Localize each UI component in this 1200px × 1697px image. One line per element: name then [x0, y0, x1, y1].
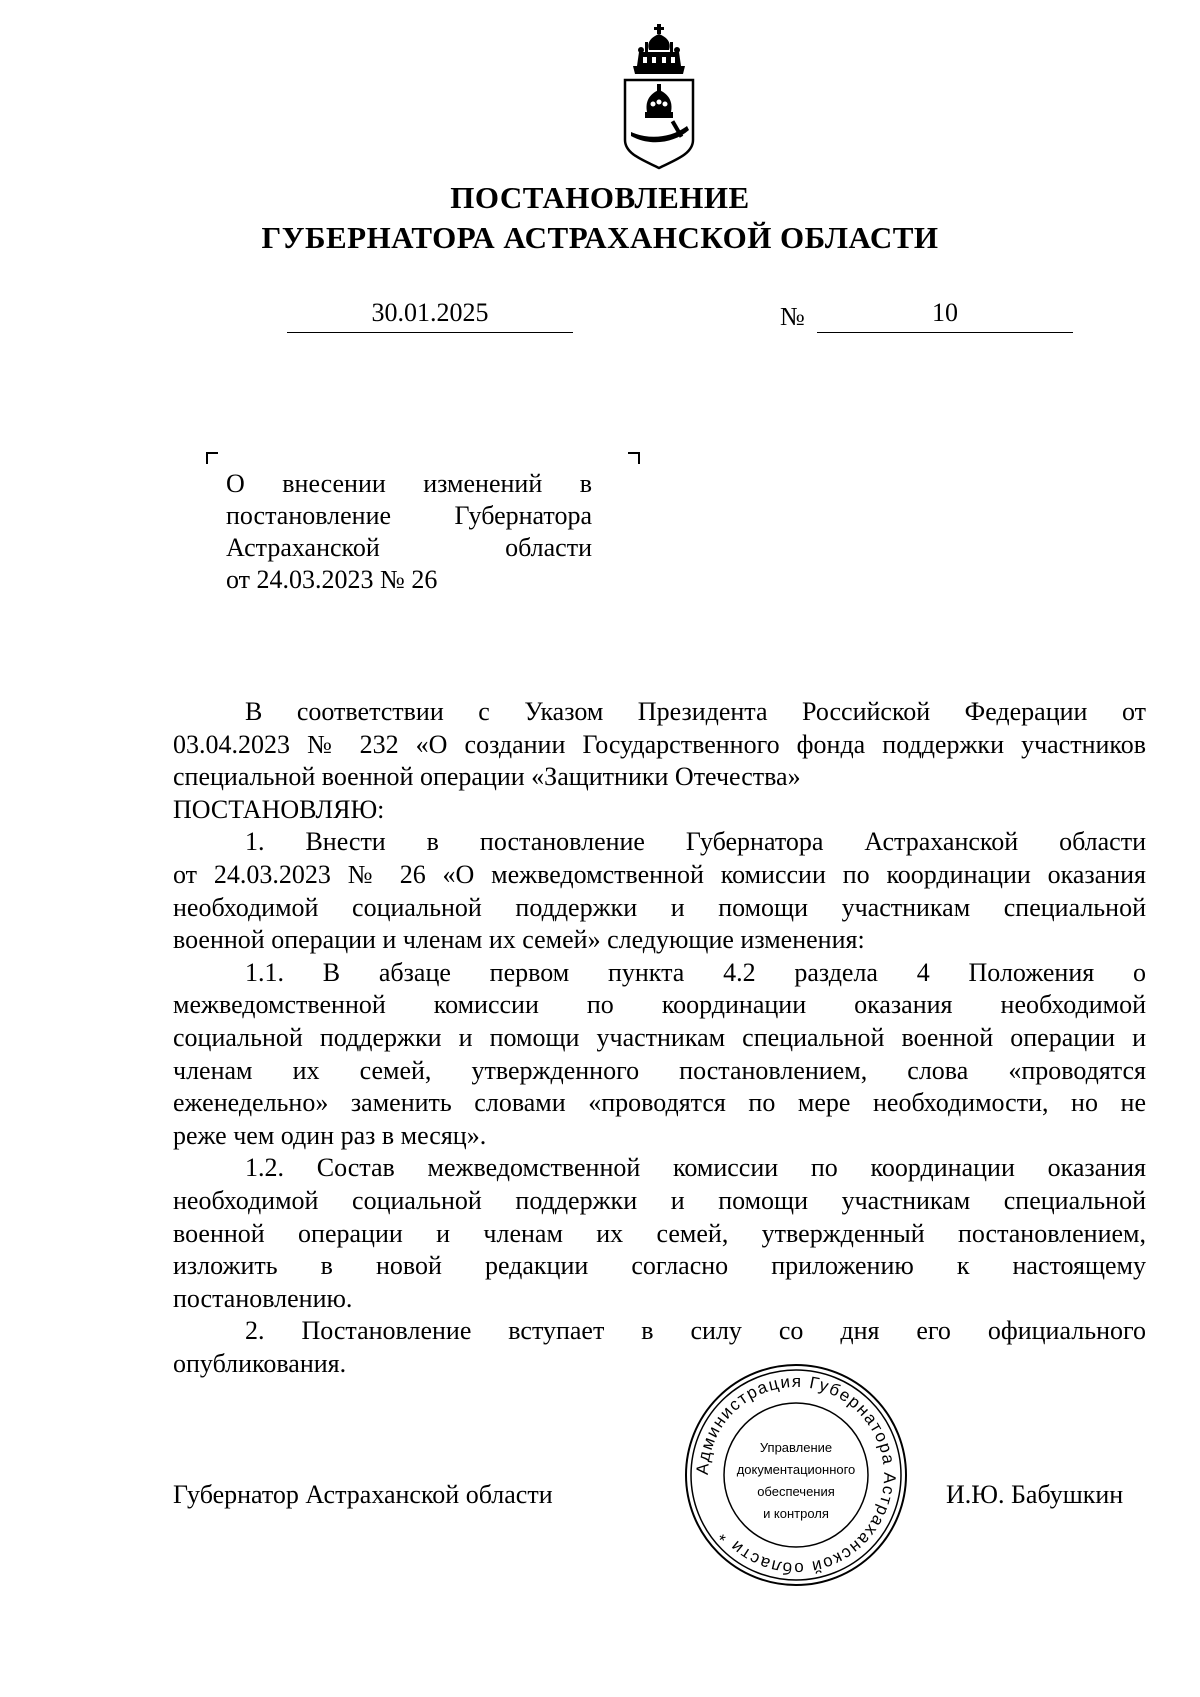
body-line: членам их семей, утвержденного постановлением, слова «проводятся	[173, 1055, 1146, 1085]
stamp-center-line: обеспечения	[757, 1484, 835, 1499]
body-line: военной операции и членам их семей» следующие изменения:	[173, 925, 865, 955]
body-line: еженедельно» заменить словами «проводятся по мере необходимости, но не	[173, 1088, 1146, 1118]
coat-of-arms-icon	[619, 22, 699, 172]
subject-line: Астраханской области	[226, 533, 592, 562]
corner-mark-right	[628, 452, 640, 464]
body-line: необходимой социальной поддержки и помощи участникам специальной	[173, 1185, 1146, 1215]
body-line: 2. Постановление вступает в силу со дня его официального	[245, 1316, 1146, 1346]
stamp-center-line: и контроля	[763, 1506, 829, 1521]
subject-block	[226, 468, 592, 596]
signatory-name: И.Ю. Бабушкин	[946, 1480, 1124, 1509]
body-line: 03.04.2023 № 232 «О создании Государственного фонда поддержки участников	[173, 729, 1146, 759]
body-line: от 24.03.2023 № 26 «О межведомственной комиссии по координации оказания	[173, 859, 1146, 889]
official-stamp-icon	[683, 1362, 909, 1588]
corner-mark-left	[206, 452, 218, 464]
body-line: военной операции и членам их семей, утвержденный постановлением,	[173, 1218, 1146, 1248]
body-line: опубликования.	[173, 1348, 347, 1378]
body-line: социальной поддержки и помощи участникам специальной военной операции и	[173, 1022, 1146, 1052]
subject-line: О внесении изменений в	[226, 469, 592, 498]
stamp-center-line: Управление	[759, 1440, 833, 1455]
decree-word: ПОСТАНОВЛЯЮ:	[173, 794, 385, 824]
body-line: специальной военной операции «Защитники Отечества»	[173, 762, 801, 792]
body-line: постановлению.	[173, 1283, 353, 1313]
body-line: изложить в новой редакции согласно приложению к настоящему	[173, 1251, 1146, 1281]
body-line: 1.1. В абзаце первом пункта 4.2 раздела 4 Положения о	[245, 957, 1146, 987]
number-sign: №	[780, 302, 805, 331]
document-date: 30.01.2025	[287, 298, 573, 333]
stamp-center-line: документационного	[736, 1462, 856, 1477]
stamp-ring-text: Администрация Губернатора Астраханской области *	[692, 1371, 900, 1579]
body-line: необходимой социальной поддержки и помощи участникам специальной	[173, 892, 1146, 922]
body-line: 1. Внести в постановление Губернатора Астраханской области	[245, 827, 1146, 857]
issuer-title: ГУБЕРНАТОРА АСТРАХАНСКОЙ ОБЛАСТИ	[261, 220, 939, 255]
document-body	[173, 696, 1146, 1380]
body-line: реже чем один раз в месяц».	[173, 1120, 487, 1150]
subject-line: от 24.03.2023 № 26	[226, 565, 438, 594]
body-line: межведомственной комиссии по координации оказания необходимой	[173, 990, 1146, 1020]
body-line: 1.2. Состав межведомственной комиссии по координации оказания	[245, 1153, 1146, 1183]
signatory-title: Губернатор Астраханской области	[173, 1480, 553, 1509]
subject-line: постановление Губернатора	[226, 501, 592, 530]
document-type-title: ПОСТАНОВЛЕНИЕ	[450, 180, 750, 215]
body-line: В соответствии с Указом Президента Российской Федерации от	[245, 697, 1146, 726]
document-number: 10	[817, 298, 1073, 333]
